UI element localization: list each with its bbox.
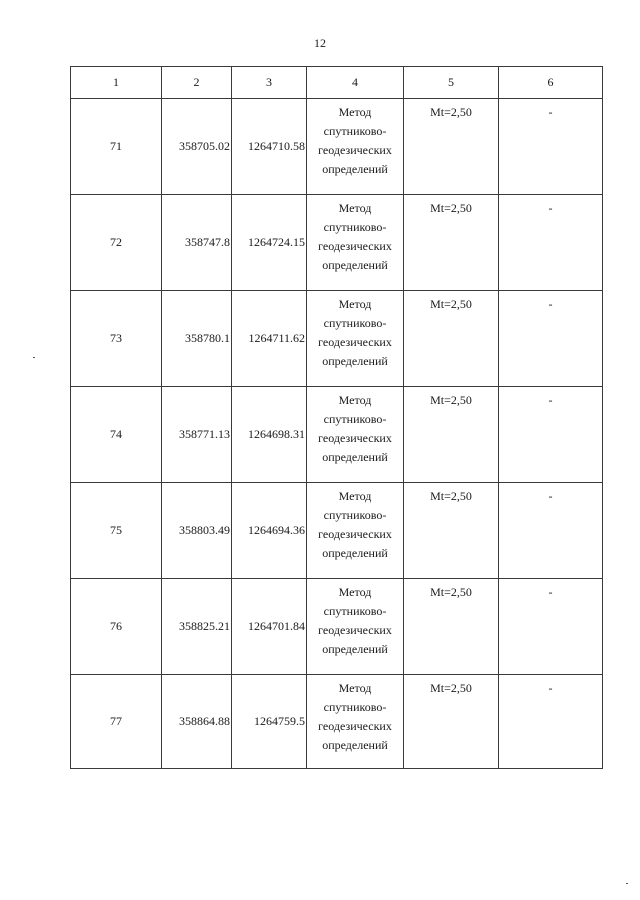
method-line: определений — [322, 354, 388, 368]
note-cell: - — [499, 291, 603, 387]
accuracy-cell: Mt=2,50 — [404, 195, 499, 291]
coordinates-table — [70, 66, 603, 769]
method-line: определений — [322, 162, 388, 176]
header-cell: 3 — [232, 67, 307, 99]
method-line: геодезических — [318, 143, 392, 157]
table-row — [71, 483, 603, 579]
method-cell — [307, 387, 404, 483]
accuracy-cell: Mt=2,50 — [404, 675, 499, 769]
method-line: определений — [322, 642, 388, 656]
method-line: спутниково- — [323, 508, 387, 522]
table-row — [71, 675, 603, 769]
method-cell — [307, 579, 404, 675]
accuracy-cell: Mt=2,50 — [404, 291, 499, 387]
point-number-cell: 77 — [71, 675, 162, 769]
method-line: спутниково- — [323, 604, 387, 618]
header-row — [71, 67, 603, 99]
note-cell: - — [499, 99, 603, 195]
y-coordinate-cell: 1264710.58 — [232, 99, 307, 195]
accuracy-cell: Mt=2,50 — [404, 387, 499, 483]
point-number-cell: 72 — [71, 195, 162, 291]
method-line: определений — [322, 258, 388, 272]
table-row — [71, 387, 603, 483]
header-cell: 2 — [162, 67, 232, 99]
y-coordinate-cell: 1264724.15 — [232, 195, 307, 291]
note-cell: - — [499, 195, 603, 291]
method-line: спутниково- — [323, 316, 387, 330]
table-row — [71, 195, 603, 291]
method-cell — [307, 675, 404, 769]
point-number-cell: 71 — [71, 99, 162, 195]
method-line: геодезических — [318, 527, 392, 541]
x-coordinate-cell: 358864.88 — [162, 675, 232, 769]
method-line: спутниково- — [323, 124, 387, 138]
method-line: спутниково- — [323, 220, 387, 234]
method-line: геодезических — [318, 239, 392, 253]
method-line: геодезических — [318, 431, 392, 445]
table-header — [71, 67, 603, 99]
scan-speck — [626, 883, 628, 884]
method-line: Метод — [338, 393, 372, 407]
method-line: геодезических — [318, 623, 392, 637]
table-row — [71, 579, 603, 675]
x-coordinate-cell: 358825.21 — [162, 579, 232, 675]
table-row — [71, 99, 603, 195]
method-line: определений — [322, 546, 388, 560]
header-cell: 1 — [71, 67, 162, 99]
table-row — [71, 291, 603, 387]
method-line: определений — [322, 738, 388, 752]
note-cell: - — [499, 579, 603, 675]
x-coordinate-cell: 358705.02 — [162, 99, 232, 195]
accuracy-cell: Mt=2,50 — [404, 99, 499, 195]
method-cell — [307, 195, 404, 291]
method-line: Метод — [338, 105, 372, 119]
method-cell — [307, 483, 404, 579]
method-line: определений — [322, 450, 388, 464]
method-line: Метод — [338, 681, 372, 695]
point-number-cell: 75 — [71, 483, 162, 579]
method-line: Метод — [338, 201, 372, 215]
method-line: Метод — [338, 297, 372, 311]
table-body — [71, 99, 603, 769]
header-cell: 6 — [499, 67, 603, 99]
header-cell: 4 — [307, 67, 404, 99]
x-coordinate-cell: 358747.8 — [162, 195, 232, 291]
note-cell: - — [499, 483, 603, 579]
method-cell — [307, 291, 404, 387]
method-line: геодезических — [318, 335, 392, 349]
note-cell: - — [499, 675, 603, 769]
header-cell: 5 — [404, 67, 499, 99]
y-coordinate-cell: 1264711.62 — [232, 291, 307, 387]
accuracy-cell: Mt=2,50 — [404, 483, 499, 579]
y-coordinate-cell: 1264694.36 — [232, 483, 307, 579]
y-coordinate-cell: 1264701.84 — [232, 579, 307, 675]
x-coordinate-cell: 358771.13 — [162, 387, 232, 483]
method-line: Метод — [338, 585, 372, 599]
note-cell: - — [499, 387, 603, 483]
method-line: Метод — [338, 489, 372, 503]
method-cell — [307, 99, 404, 195]
accuracy-cell: Mt=2,50 — [404, 579, 499, 675]
method-line: спутниково- — [323, 700, 387, 714]
scan-speck — [33, 357, 35, 358]
y-coordinate-cell: 1264759.5 — [232, 675, 307, 769]
page-number: 12 — [314, 36, 326, 50]
x-coordinate-cell: 358780.1 — [162, 291, 232, 387]
y-coordinate-cell: 1264698.31 — [232, 387, 307, 483]
method-line: спутниково- — [323, 412, 387, 426]
point-number-cell: 73 — [71, 291, 162, 387]
point-number-cell: 76 — [71, 579, 162, 675]
method-line: геодезических — [318, 719, 392, 733]
x-coordinate-cell: 358803.49 — [162, 483, 232, 579]
point-number-cell: 74 — [71, 387, 162, 483]
